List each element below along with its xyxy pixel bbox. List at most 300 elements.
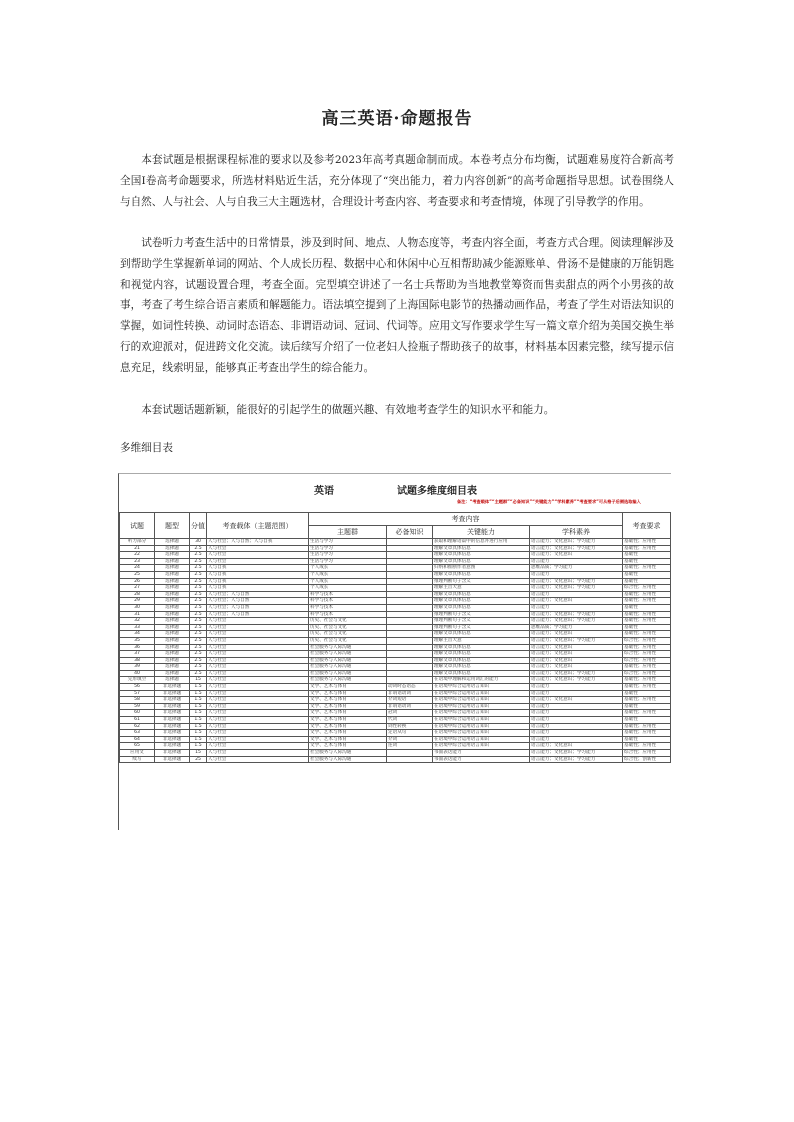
table-cell: 语言能力；文化意识 [530, 743, 623, 750]
table-cell: 综合性；应用性 [623, 585, 671, 592]
table-cell: 2.5 [190, 571, 207, 578]
table-cell: 60 [120, 710, 155, 717]
table-cell: 人与社会；人与自然；人与自我 [207, 539, 309, 546]
table-cell: 选择题 [155, 539, 190, 546]
table-cell: 文学、艺术与体育 [309, 743, 387, 750]
table-cell: 人与社会 [207, 558, 309, 565]
table-cell: 语言能力；文化意识；学习能力 [530, 677, 623, 684]
table-cell: 非选择题 [155, 703, 190, 710]
table-cell: 选择题 [155, 651, 190, 658]
spec-table [119, 512, 671, 763]
table-cell: 文学、艺术与体育 [309, 697, 387, 704]
table-cell: 非选择题 [155, 730, 190, 737]
col-literacy: 学科素养 [530, 526, 623, 539]
table-cell: 2.5 [190, 637, 207, 644]
table-row [120, 558, 671, 565]
table-cell: 理解文章具体信息 [433, 631, 530, 638]
table-cell: 获取和理解语篇中的信息并进行应用 [433, 539, 530, 546]
table-cell: 语言能力 [530, 558, 623, 565]
table-cell: 2.5 [190, 545, 207, 552]
table-cell: 理解文章具体信息 [433, 651, 530, 658]
table-cell: 语言能力；文化意识；学习能力 [530, 545, 623, 552]
table-cell: 语言能力；文化意识 [530, 552, 623, 559]
table-cell: 选择题 [155, 657, 190, 664]
table-cell: 25 [190, 756, 207, 763]
table-cell: 在语境中综合运用语言知识 [433, 697, 530, 704]
table-row [120, 730, 671, 737]
table-cell: 语言能力；文化意识 [530, 664, 623, 671]
table-cell [387, 618, 433, 625]
col-knowledge: 必备知识 [387, 526, 433, 539]
table-cell: 科学与技术 [309, 604, 387, 611]
table-cell: 31 [120, 611, 155, 618]
table-cell: 基础性 [623, 736, 671, 743]
table-cell: 2.5 [190, 598, 207, 605]
table-cell: 文学、艺术与体育 [309, 730, 387, 737]
table-cell: 人与社会 [207, 637, 309, 644]
table-cell: 2.5 [190, 565, 207, 572]
table-row [120, 604, 671, 611]
table-cell: 2.5 [190, 618, 207, 625]
table-cell [387, 604, 433, 611]
table-cell: 15 [190, 750, 207, 757]
table-cell [387, 539, 433, 546]
table-cell [387, 611, 433, 618]
col-theme-group: 主题群 [309, 526, 387, 539]
table-row [120, 585, 671, 592]
table-cell: 语言能力 [530, 703, 623, 710]
table-cell: 基础性 [623, 571, 671, 578]
table-cell: 在语境中综合运用语言知识 [433, 730, 530, 737]
table-cell: 基础性 [623, 624, 671, 631]
table-cell: 推理判断句子含义 [433, 618, 530, 625]
table-cell: 2.5 [190, 624, 207, 631]
table-cell: 语言能力 [530, 690, 623, 697]
table-cell: 34 [120, 631, 155, 638]
table-cell: 2.5 [190, 631, 207, 638]
table-cell: 33 [120, 624, 155, 631]
table-cell: 理解文章具体信息 [433, 644, 530, 651]
table-cell: 语言能力；文化意识 [530, 644, 623, 651]
table-cell: 人与社会 [207, 750, 309, 757]
table-cell: 人与社会；人与自然 [207, 598, 309, 605]
table-cell: 文学、艺术与体育 [309, 690, 387, 697]
table-caption: 多维细目表 [120, 442, 173, 454]
table-cell: 人与社会 [207, 644, 309, 651]
table-row [120, 690, 671, 697]
table-cell: 选择题 [155, 571, 190, 578]
table-cell: 介词 [387, 736, 433, 743]
table-cell: 36 [120, 644, 155, 651]
table-cell: 非选择题 [155, 750, 190, 757]
table-cell: 2.5 [190, 558, 207, 565]
table-cell: 选择题 [155, 637, 190, 644]
table-cell [387, 651, 433, 658]
table-cell: 人与社会 [207, 651, 309, 658]
table-cell: 基础性；应用性 [623, 539, 671, 546]
table-row [120, 637, 671, 644]
table-row [120, 571, 671, 578]
table-row [120, 670, 671, 677]
table-cell: 基础性 [623, 703, 671, 710]
table-cell: 历史、社会与文化 [309, 631, 387, 638]
table-cell: 语言能力；文化意识；学习能力 [530, 670, 623, 677]
table-cell: 24 [120, 565, 155, 572]
table-row [120, 631, 671, 638]
table-cell: 2.5 [190, 585, 207, 592]
table-cell: 人与自我 [207, 578, 309, 585]
table-cell: 人与社会 [207, 670, 309, 677]
table-cell: 基础性；应用性 [623, 598, 671, 605]
table-row [120, 703, 671, 710]
table-cell: 语言能力；文化意识 [530, 651, 623, 658]
table-row [120, 723, 671, 730]
table-cell: 在语境中综合运用语言知识 [433, 723, 530, 730]
table-cell: 人与社会 [207, 664, 309, 671]
table-cell: 23 [120, 558, 155, 565]
table-cell: 基础性；应用性 [623, 545, 671, 552]
table-cell: 人与社会 [207, 552, 309, 559]
table-cell [387, 664, 433, 671]
table-cell: 基础性；应用性 [623, 710, 671, 717]
table-cell: 非选择题 [155, 717, 190, 724]
table-cell: 综合性；应用性 [623, 651, 671, 658]
table-cell: 非选择题 [155, 723, 190, 730]
table-cell: 思维品质；学习能力 [530, 624, 623, 631]
col-number: 试题 [120, 513, 155, 539]
table-row [120, 565, 671, 572]
table-row [120, 717, 671, 724]
table-cell: 语言能力 [530, 684, 623, 691]
table-cell: 38 [120, 657, 155, 664]
table-cell: 文学、艺术与体育 [309, 717, 387, 724]
table-cell [387, 624, 433, 631]
table-cell [387, 637, 433, 644]
table-cell: 语言能力 [530, 604, 623, 611]
table-cell: 在语境中综合运用语言知识 [433, 710, 530, 717]
table-cell: 基础性；应用性 [623, 631, 671, 638]
table-row [120, 697, 671, 704]
table-cell: 30 [120, 604, 155, 611]
table-cell: 社会服务与人际沟通 [309, 670, 387, 677]
col-content: 考查内容 [309, 513, 623, 526]
table-cell: 1.5 [190, 730, 207, 737]
table-cell: 理解文章具体信息 [433, 571, 530, 578]
table-cell: 选择题 [155, 664, 190, 671]
table-cell: 选择题 [155, 624, 190, 631]
table-cell: 语言能力；文化意识；学习能力 [530, 750, 623, 757]
table-cell: 21 [120, 545, 155, 552]
table-note: 备注：“考查载体”“主题群”“必备知识”“关键能力”“学科素养”“考查要求”可从格子后侧选取输入 [457, 499, 641, 504]
table-cell: 62 [120, 723, 155, 730]
table-cell: 社会服务与人际沟通 [309, 750, 387, 757]
table-cell: 基础性；应用性 [623, 664, 671, 671]
table-cell: 61 [120, 717, 155, 724]
table-cell: 科学与技术 [309, 611, 387, 618]
report-title: 高三英语·命题报告 [321, 109, 473, 129]
table-title: 试题多维度细目表 [397, 486, 477, 497]
table-row [120, 545, 671, 552]
table-cell: 推理判断句子含义 [433, 578, 530, 585]
table-cell: 基础性；应用性 [623, 730, 671, 737]
intro-paragraph: 本套试题是根据课程标准的要求以及参考2023年高考真题命制而成。本卷考点分布均衡，试题难易度符合新高考全国Ⅰ卷高考命题要求，所选材料贴近生活，充分体现了“突出能力，着力内容创新”的高考命题指导思想。试卷围绕人与自然、人与社会、人与自我三大主题选材，合理设计考查内容、考查要求和考查情境，体现了引导教学的作用。 [120, 154, 674, 208]
table-cell: 人与社会 [207, 684, 309, 691]
table-cell: 人与社会 [207, 736, 309, 743]
spec-table-header [119, 474, 671, 513]
table-cell: 语言能力；文化意识；学习能力 [530, 618, 623, 625]
table-cell: 非选择题 [155, 743, 190, 750]
table-cell: 基础性；应用性 [623, 743, 671, 750]
table-cell: 应用文 [120, 750, 155, 757]
table-cell: 在语境中综合运用语言知识 [433, 690, 530, 697]
table-cell: 理解主旨大意 [433, 637, 530, 644]
table-cell: 词性转换 [387, 723, 433, 730]
table-cell: 人与社会；人与自然 [207, 604, 309, 611]
table-cell: 人与社会 [207, 730, 309, 737]
table-cell: 人与社会；人与自然 [207, 591, 309, 598]
table-cell: 生活与学习 [309, 558, 387, 565]
table-cell: 选择题 [155, 618, 190, 625]
table-cell: 选择题 [155, 545, 190, 552]
table-cell [387, 677, 433, 684]
table-cell: 文学、艺术与体育 [309, 684, 387, 691]
table-cell: 选择题 [155, 558, 190, 565]
summary-paragraph: 本套试题话题新颖，能很好的引起学生的做题兴趣、有效地考查学生的知识水平和能力。 [141, 404, 555, 416]
table-cell: 理解文章具体信息 [433, 591, 530, 598]
table-cell: 选择题 [155, 591, 190, 598]
table-cell: 生活与学习 [309, 545, 387, 552]
table-cell: 在语境中综合运用语言知识 [433, 736, 530, 743]
table-cell: 选择题 [155, 644, 190, 651]
table-cell: 社会服务与人际沟通 [309, 651, 387, 658]
table-cell [387, 578, 433, 585]
table-cell: 选择题 [155, 677, 190, 684]
table-cell: 历史、社会与文化 [309, 624, 387, 631]
table-cell: 动词时态语态 [387, 684, 433, 691]
table-cell [387, 565, 433, 572]
table-row [120, 664, 671, 671]
table-cell: 语言能力；文化意识 [530, 631, 623, 638]
table-cell: 听力部分 [120, 539, 155, 546]
table-cell: 25 [120, 571, 155, 578]
table-cell: 推理判断句子含义 [433, 611, 530, 618]
table-cell: 冠词 [387, 710, 433, 717]
table-cell: 理解文章具体信息 [433, 670, 530, 677]
table-cell: 综合性；应用性 [623, 637, 671, 644]
table-cell: 语言能力 [530, 723, 623, 730]
table-cell: 语言能力；文化意识 [530, 657, 623, 664]
table-row [120, 539, 671, 546]
table-cell: 语言能力 [530, 717, 623, 724]
table-cell: 理解文章具体信息 [433, 598, 530, 605]
table-cell: 选择题 [155, 670, 190, 677]
table-cell: 39 [120, 664, 155, 671]
table-cell: 理解文章具体信息 [433, 604, 530, 611]
table-cell: 生活与学习 [309, 539, 387, 546]
table-cell: 选择题 [155, 611, 190, 618]
table-cell: 基础性 [623, 552, 671, 559]
table-row [120, 611, 671, 618]
table-cell: 个人成长 [309, 578, 387, 585]
table-cell: 推理判断句子含义 [433, 624, 530, 631]
table-cell: 历史、社会与文化 [309, 637, 387, 644]
table-cell: 文学、艺术与体育 [309, 736, 387, 743]
table-cell: 语言能力；文化意识；学习能力 [530, 578, 623, 585]
table-cell: 22 [120, 552, 155, 559]
table-cell: 57 [120, 690, 155, 697]
table-cell: 科学与技术 [309, 591, 387, 598]
table-cell: 人与自我 [207, 565, 309, 572]
table-cell: 人与社会 [207, 624, 309, 631]
table-cell: 15 [190, 677, 207, 684]
table-cell: 书面表达能力 [433, 756, 530, 763]
table-row [120, 710, 671, 717]
table-cell: 2.5 [190, 644, 207, 651]
table-cell: 2.5 [190, 604, 207, 611]
table-cell: 语言能力；文化意识；学习能力 [530, 637, 623, 644]
table-cell: 2.5 [190, 591, 207, 598]
table-cell: 基础性 [623, 717, 671, 724]
table-cell: 1.5 [190, 690, 207, 697]
table-cell: 1.5 [190, 697, 207, 704]
col-requirement: 考查要求 [623, 513, 671, 539]
table-cell: 个人成长 [309, 571, 387, 578]
table-row [120, 591, 671, 598]
table-cell: 非谓语动词 [387, 690, 433, 697]
table-cell: 个人成长 [309, 565, 387, 572]
table-cell: 综合性；应用性 [623, 670, 671, 677]
table-cell: 语言能力；文化意识；学习能力 [530, 539, 623, 546]
table-cell: 选择题 [155, 598, 190, 605]
table-cell: 语言能力 [530, 736, 623, 743]
table-cell: 基础性；应用性 [623, 684, 671, 691]
table-cell: 基础性 [623, 604, 671, 611]
table-cell: 1.5 [190, 710, 207, 717]
table-cell: 生活与学习 [309, 552, 387, 559]
table-cell: 1.5 [190, 723, 207, 730]
table-cell: 社会服务与人际沟通 [309, 644, 387, 651]
table-cell: 历史、社会与文化 [309, 618, 387, 625]
table-cell: 58 [120, 697, 155, 704]
table-cell: 65 [120, 743, 155, 750]
table-cell: 27 [120, 585, 155, 592]
table-cell: 文学、艺术与体育 [309, 703, 387, 710]
table-cell: 1.5 [190, 736, 207, 743]
table-cell: 定语从句 [387, 730, 433, 737]
table-cell: 人与社会 [207, 618, 309, 625]
table-cell: 基础性 [623, 558, 671, 565]
table-cell: 37 [120, 651, 155, 658]
table-cell: 介词短语 [387, 697, 433, 704]
table-cell: 2.5 [190, 611, 207, 618]
table-cell: 非选择题 [155, 736, 190, 743]
table-cell: 基础性 [623, 578, 671, 585]
table-cell [387, 552, 433, 559]
table-cell: 续写 [120, 756, 155, 763]
table-cell: 1.5 [190, 703, 207, 710]
table-row [120, 578, 671, 585]
table-cell: 非选择题 [155, 697, 190, 704]
table-cell: 理解文章具体信息 [433, 558, 530, 565]
col-ability: 关键能力 [433, 526, 530, 539]
table-cell: 非选择题 [155, 684, 190, 691]
table-row [120, 657, 671, 664]
table-row [120, 651, 671, 658]
table-cell: 2.5 [190, 578, 207, 585]
table-cell: 56 [120, 684, 155, 691]
table-cell: 选择题 [155, 604, 190, 611]
table-cell: 2.5 [190, 670, 207, 677]
table-row [120, 552, 671, 559]
table-subject: 英语 [314, 486, 334, 497]
table-cell: 语言能力；文化意识；学习能力 [530, 756, 623, 763]
table-cell [387, 571, 433, 578]
table-cell: 在语境中综合运用语言知识 [433, 743, 530, 750]
table-row [120, 756, 671, 763]
table-cell: 2.5 [190, 664, 207, 671]
table-cell [387, 631, 433, 638]
table-cell: 选择题 [155, 631, 190, 638]
table-cell [387, 591, 433, 598]
col-type: 题型 [155, 513, 190, 539]
table-cell: 35 [120, 637, 155, 644]
table-cell: 语言能力 [530, 591, 623, 598]
table-cell: 非选择题 [155, 710, 190, 717]
table-cell: 在语境中综合运用语言知识 [433, 684, 530, 691]
table-cell: 综合性；应用性 [623, 750, 671, 757]
table-cell: 2.5 [190, 657, 207, 664]
table-cell: 人与社会 [207, 697, 309, 704]
table-cell: 人与社会 [207, 703, 309, 710]
table-cell: 人与自我 [207, 585, 309, 592]
table-cell: 40 [120, 670, 155, 677]
table-cell: 2.5 [190, 552, 207, 559]
table-cell: 书面表达能力 [433, 750, 530, 757]
table-cell: 语言能力；文化意识；学习能力 [530, 611, 623, 618]
table-cell: 基础性；应用性 [623, 644, 671, 651]
table-cell: 63 [120, 730, 155, 737]
table-cell [387, 558, 433, 565]
table-cell: 基础性；应用性 [623, 697, 671, 704]
table-cell: 在语境中综合运用语言知识 [433, 717, 530, 724]
table-cell: 人与社会 [207, 743, 309, 750]
table-cell: 归纳和推断作者意图 [433, 565, 530, 572]
table-cell [387, 657, 433, 664]
table-cell: 59 [120, 703, 155, 710]
table-cell: 语言能力；文化意识 [530, 598, 623, 605]
table-cell: 完形填空 [120, 677, 155, 684]
table-row [120, 598, 671, 605]
table-cell: 综合性；创新性 [623, 756, 671, 763]
table-cell: 人与社会；人与自然 [207, 611, 309, 618]
table-cell: 28 [120, 591, 155, 598]
table-cell: 2.5 [190, 651, 207, 658]
table-cell: 1.5 [190, 684, 207, 691]
table-row [120, 684, 671, 691]
spec-table-body [120, 539, 671, 763]
table-cell [387, 598, 433, 605]
table-cell: 连词 [387, 743, 433, 750]
table-cell [387, 756, 433, 763]
analysis-paragraph: 试卷听力考查生活中的日常情景，涉及到时间、地点、人物态度等，考查内容全面，考查方式合理。阅读理解涉及到帮助学生掌握新单词的网站、个人成长历程、数据中心和休闲中心互相帮助减少能源账单、骨汤不是健康的万能钥匙和视觉内容，试题设置合理，考查全面。完型填空讲述了一名士兵帮助为当地教堂筹资而售卖甜点的两个小男孩的故事，考查了考生综合语言素质和解题能力。语法填空提到了上海国际电影节的热播动画作品，考查了学生对语法知识的掌握，如词性转换、动词时态语态、非谓语动词、冠词、代词等。应用文写作要求学生写一篇文章介绍为美国交换生举行的欢迎派对，促进跨文化交流。读后续写介绍了一位老妇人捡瓶子帮助孩子的故事，材料基本因素完整，续写提示信息充足，线索明显，能够真正考查出学生的综合能力。 [120, 237, 674, 374]
table-cell: 社会服务与人际沟通 [309, 756, 387, 763]
table-cell: 语言能力 [530, 730, 623, 737]
table-cell: 人与社会 [207, 756, 309, 763]
table-cell: 基础性；应用性 [623, 611, 671, 618]
table-cell: 选择题 [155, 565, 190, 572]
table-cell: 语言能力；文化意识；学习能力 [530, 585, 623, 592]
table-cell: 语言能力；文化意识 [530, 697, 623, 704]
